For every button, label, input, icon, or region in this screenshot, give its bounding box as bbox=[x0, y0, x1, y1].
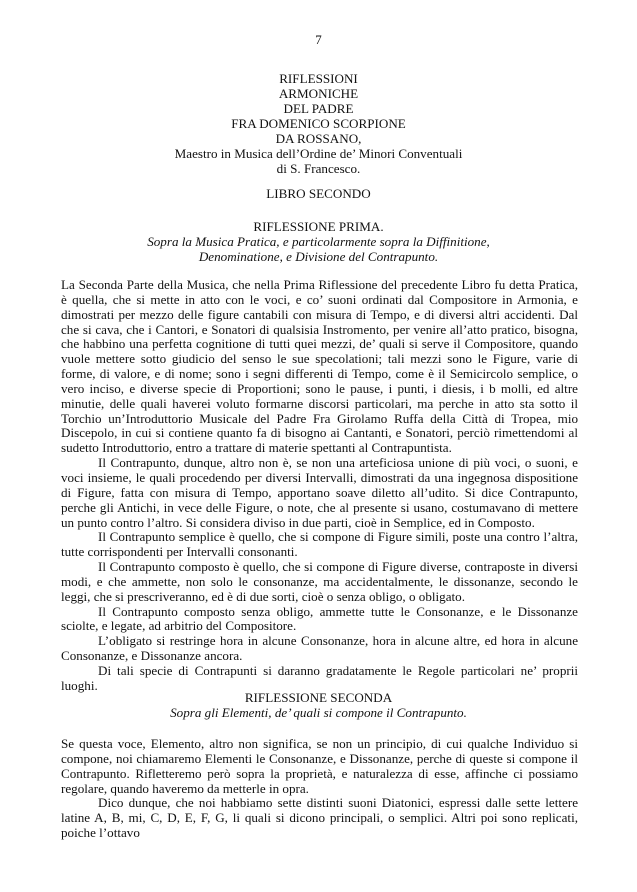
paragraph: Il Contrapunto composto è quello, che si compone di Figure diverse, contraposte in diversi modi, e che ammette, non solo le consonanze, ma accidentalmente, le dissonanze, secondo le leggi, che si prescriveranno, ed è di due sorti, cioè o senza obligo, o obligato. bbox=[61, 559, 578, 604]
section2-subtitle: Sopra gli Elementi, de’ quali si compone il Contrapunto. bbox=[170, 705, 467, 720]
paragraph: Il Contrapunto composto senza obligo, ammette tutte le Consonanze, e le Dissonanze sciolte, e legate, ad arbitrio del Compositore. bbox=[61, 603, 578, 634]
section2-header bbox=[0, 690, 637, 720]
section1-body bbox=[61, 278, 578, 694]
section2-body bbox=[61, 737, 578, 841]
paragraph: Il Contrapunto, dunque, altro non è, se non una arteficiosa unione di più voci, o suoni, e voci insieme, le quali procedendo per diversi Intervalli, dimostrati da una ingegnosa dispositione di Figure, fatta con misura di Tempo, apportano soave diletto all’udito. Si dice Contrapunto, perche gli Antichi, in vece delle Figure, o note, che al presente si usano, costumavano di mettere un punto contro l’altro. Si considera diviso in due parti, cioè in Semplice, ed in Composto. bbox=[61, 455, 578, 530]
section1-heading: RIFLESSIONE PRIMA. bbox=[253, 219, 384, 234]
paragraph: L’obligato si restringe hora in alcune Consonanze, hora in alcune altre, ed hora in alcune Consonanze, e Dissonanze ancora. bbox=[61, 633, 578, 664]
title-line: FRA DOMENICO SCORPIONE bbox=[231, 116, 406, 131]
book-heading: LIBRO SECONDO bbox=[266, 186, 371, 201]
paragraph: Dico dunque, che noi habbiamo sette distinti suoni Diatonici, espressi dalle sette lettere latine A, B, mi, C, D, E, F, G, li quali si dicono principali, o semplici. Altri poi sono replicati, poiche l’ottavo bbox=[61, 795, 578, 841]
section2-heading: RIFLESSIONE SECONDA bbox=[244, 690, 393, 705]
paragraph: Se questa voce, Elemento, altro non significa, se non un principio, di cui qualche Individuo si compone, noi chiamaremo Elementi le Consonanze, e Dissonanze, perche di queste si compone il Contrapunto. Rifletteremo però sopra la proprietà, e naturalezza di esse, affinche ci possiamo regolare, quando haveremo da metterle in opra. bbox=[61, 736, 578, 796]
section1-subtitle-line: Denominatione, e Divisione del Contrapunto. bbox=[198, 249, 439, 264]
title-line: Maestro in Musica dell’Ordine de’ Minori Conventuali bbox=[174, 146, 463, 161]
title-line: DEL PADRE bbox=[283, 101, 354, 116]
title-block bbox=[0, 71, 637, 176]
page-number: 7 bbox=[315, 32, 322, 47]
paragraph: Di tali specie di Contrapunti si daranno gradatamente le Regole particolari ne’ proprii luoghi. bbox=[61, 662, 578, 693]
title-line: DA ROSSANO, bbox=[275, 131, 362, 146]
section1-subtitle-line: Sopra la Musica Pratica, e particolarmente sopra la Diffinitione, bbox=[147, 234, 490, 249]
title-line: RIFLESSIONI bbox=[279, 71, 358, 86]
section1-header bbox=[0, 219, 637, 264]
paragraph: La Seconda Parte della Musica, che nella Prima Riflessione del precedente Libro fu detta Pratica, è quella, che si mette in atto con le voci, e co’ suoni ordinati dal Compositore in Armonia, e dimostrati per mezzo delle figure cantabili con misura di Tempo, e di diversi altri accidenti. Dal che si cava, che i Cantori, e Sonatori di qualsisia Instromento, per venire all’atto pratico, bisogna, che habbino una perfetta cognitione di tutti quei mezzi, de’ quali si serve il Compositore, quando vuole mettere sotto giudicio del senso le sue specolationi; tali mezzi sono le Figure, varie di forme, di valore, e di nome; sono i segni differenti di Tempo, come è il Semicircolo semplice, o vero inciso, e diverse specie di Proportioni; sono le pause, i punti, i diesis, i b molli, ed altre minutie, delle quali haverei voluto formarne discorsi particolari, ma perche in atto sta sotto il Torchio un’Introduttorio Musicale del Padre Fra Girolamo Ruffa della Città di Tropea, mio Discepolo, in cui si contiene quanto fa di bisogno ai Cantanti, e Sonatori, perciò rimettendomi al sudetto Introduttorio, entro a trattare di materie spettanti al Contrapuntista. bbox=[61, 277, 578, 456]
paragraph: Il Contrapunto semplice è quello, che si compone di Figure simili, poste una contro l’altra, tutte corrispondenti per Intervalli consonanti. bbox=[61, 529, 578, 560]
title-line: ARMONICHE bbox=[278, 86, 359, 101]
title-line: di S. Francesco. bbox=[276, 161, 361, 176]
